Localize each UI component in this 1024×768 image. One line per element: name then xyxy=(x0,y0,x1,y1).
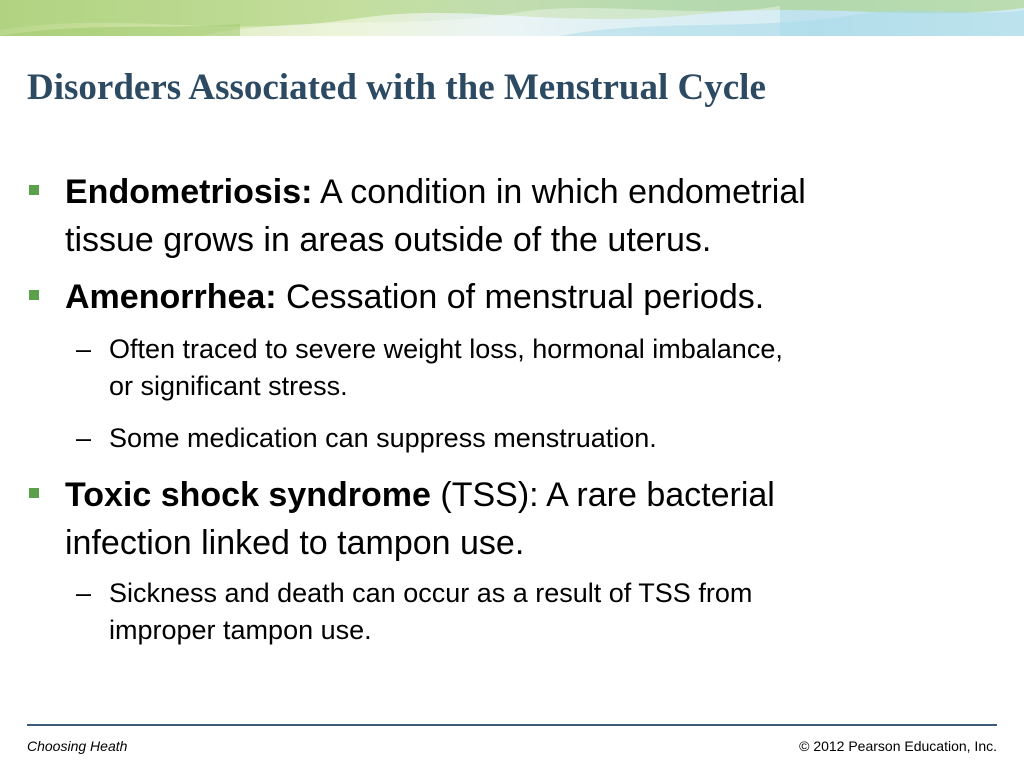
bullet-line xyxy=(65,471,965,519)
bullet-toxic-shock xyxy=(65,471,965,567)
sub-bullet-dash: – xyxy=(76,578,92,608)
bullet-amenorrhea xyxy=(65,273,965,321)
bullet-marker xyxy=(29,185,39,195)
sub-bullet-line: or significant stress. xyxy=(109,371,348,401)
sub-bullet-line: Some medication can suppress menstruation. xyxy=(109,423,657,453)
sub-bullet-dash: – xyxy=(76,423,92,453)
bullet-text: Cessation of menstrual periods. xyxy=(276,278,765,316)
footer-divider xyxy=(27,724,997,726)
sub-bullet-dash: – xyxy=(76,334,92,364)
bullet-text: A condition in which endometrial xyxy=(312,173,806,211)
sub-bullet-line: Sickness and death can occur as a result of TSS from xyxy=(109,578,753,608)
sub-bullet-weight-loss xyxy=(109,331,989,405)
footer-book-title: Choosing Heath xyxy=(27,738,128,754)
sub-bullet-line: Often traced to severe weight loss, hormonal imbalance, xyxy=(109,334,783,364)
sub-bullet-line: improper tampon use. xyxy=(109,615,372,645)
bullet-text: (TSS): A rare bacterial xyxy=(430,476,775,514)
sub-bullet-medication xyxy=(109,420,989,457)
bullet-marker xyxy=(29,488,39,498)
bullet-line: infection linked to tampon use. xyxy=(65,524,525,562)
bullet-term: Amenorrhea: xyxy=(65,278,277,316)
sub-bullet-tss-risk xyxy=(109,575,989,649)
bullet-line xyxy=(65,273,965,321)
footer-copyright: © 2012 Pearson Education, Inc. xyxy=(799,738,997,754)
slide-title: Disorders Associated with the Menstrual Cycle xyxy=(27,67,766,108)
bullet-marker xyxy=(29,290,39,300)
bullet-line xyxy=(65,168,965,216)
bullet-line: tissue grows in areas outside of the uterus. xyxy=(65,221,712,259)
bullet-term: Toxic shock syndrome xyxy=(65,476,431,514)
bullet-term: Endometriosis: xyxy=(65,173,313,211)
bullet-endometriosis xyxy=(65,168,965,264)
